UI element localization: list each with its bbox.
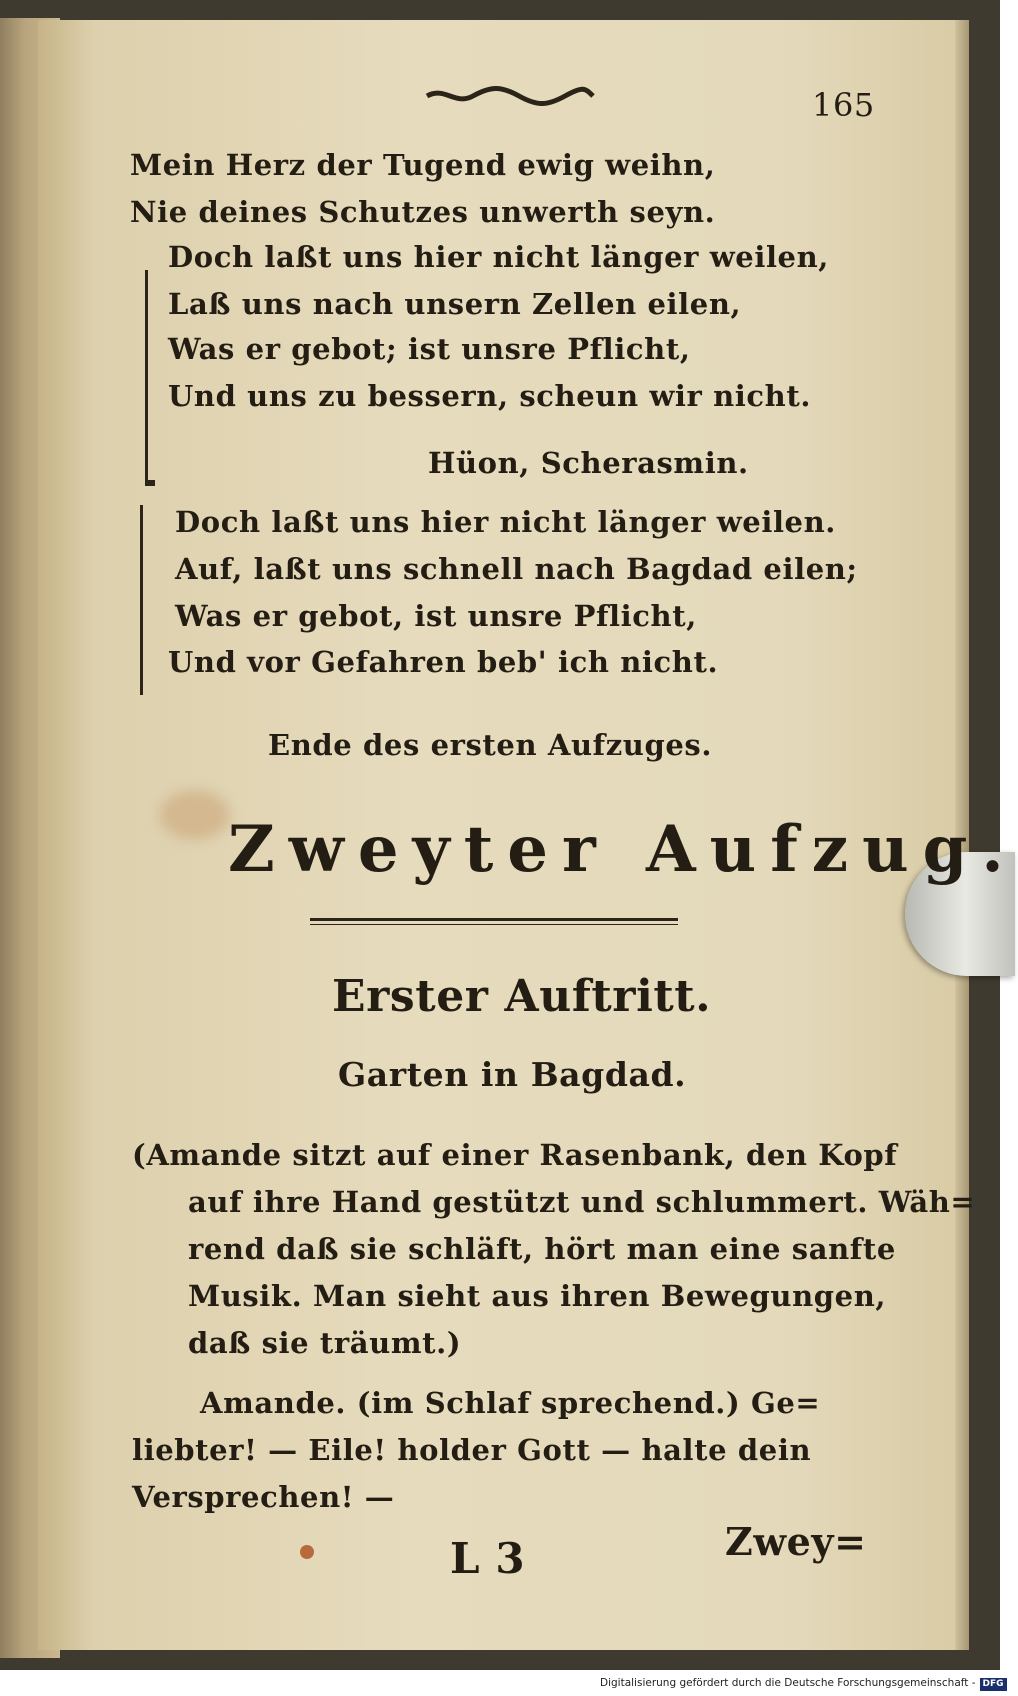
divider-rule (310, 924, 678, 925)
catchword: Zwey= (725, 1519, 867, 1564)
speaker-heading: Hüon, Scherasmin. (428, 446, 749, 480)
verse-line: Nie deines Schutzes unwerth seyn. (130, 195, 716, 229)
stage-direction-line: daß sie träumt.) (188, 1326, 462, 1360)
stage-direction-line: (Amande sitzt auf einer Rasenbank, den Kopf (132, 1138, 898, 1172)
signature-mark: L 3 (450, 1534, 526, 1583)
verse-line: Doch laßt uns hier nicht länger weilen. (175, 505, 836, 539)
brace-mark (145, 270, 148, 480)
verse-line: Mein Herz der Tugend ewig weihn, (130, 148, 716, 182)
paper-stain (160, 790, 230, 840)
verse-line: Was er gebot; ist unsre Pflicht, (168, 332, 691, 366)
dialogue-line: liebter! — Eile! holder Gott — halte dein (132, 1433, 812, 1467)
ornament-icon (425, 84, 595, 108)
dialogue-line: Amande. (im Schlaf sprechend.) Ge= (200, 1386, 821, 1420)
digitization-footer (600, 1674, 1004, 1692)
scene-setting: Garten in Bagdad. (338, 1055, 687, 1094)
verse-line: Laß uns nach unsern Zellen eilen, (168, 287, 742, 321)
divider-rule (310, 918, 678, 921)
verse-line: Doch laßt uns hier nicht länger weilen, (168, 240, 829, 274)
verse-line: Und vor Gefahren beb' ich nicht. (168, 645, 719, 679)
paper-stain (300, 1545, 314, 1559)
verse-line: Und uns zu bessern, scheun wir nicht. (168, 379, 812, 413)
footer-text: Digitalisierung gefördert durch die Deutsche Forschungsgemeinschaft - (600, 1677, 976, 1689)
brace-mark (140, 505, 143, 695)
brace-mark (145, 480, 155, 486)
verse-line: Auf, laßt uns schnell nach Bagdad eilen; (175, 552, 858, 586)
act-end-note: Ende des ersten Aufzuges. (268, 728, 713, 762)
dfg-logo: DFG (980, 1678, 1007, 1691)
stage-direction-line: rend daß sie schläft, hört man eine sanfte (188, 1232, 896, 1266)
verse-line: Was er gebot, ist unsre Pflicht, (175, 599, 697, 633)
stage-direction-line: Musik. Man sieht aus ihren Bewegungen, (188, 1279, 887, 1313)
act-title: Zweyter Aufzug. (228, 812, 1018, 887)
stage-direction-line: auf ihre Hand gestützt und schlummert. Wäh= (188, 1185, 976, 1219)
dialogue-line: Versprechen! — (132, 1480, 395, 1514)
page-number: 165 (812, 86, 875, 124)
scene-title: Erster Auftritt. (332, 971, 712, 1022)
